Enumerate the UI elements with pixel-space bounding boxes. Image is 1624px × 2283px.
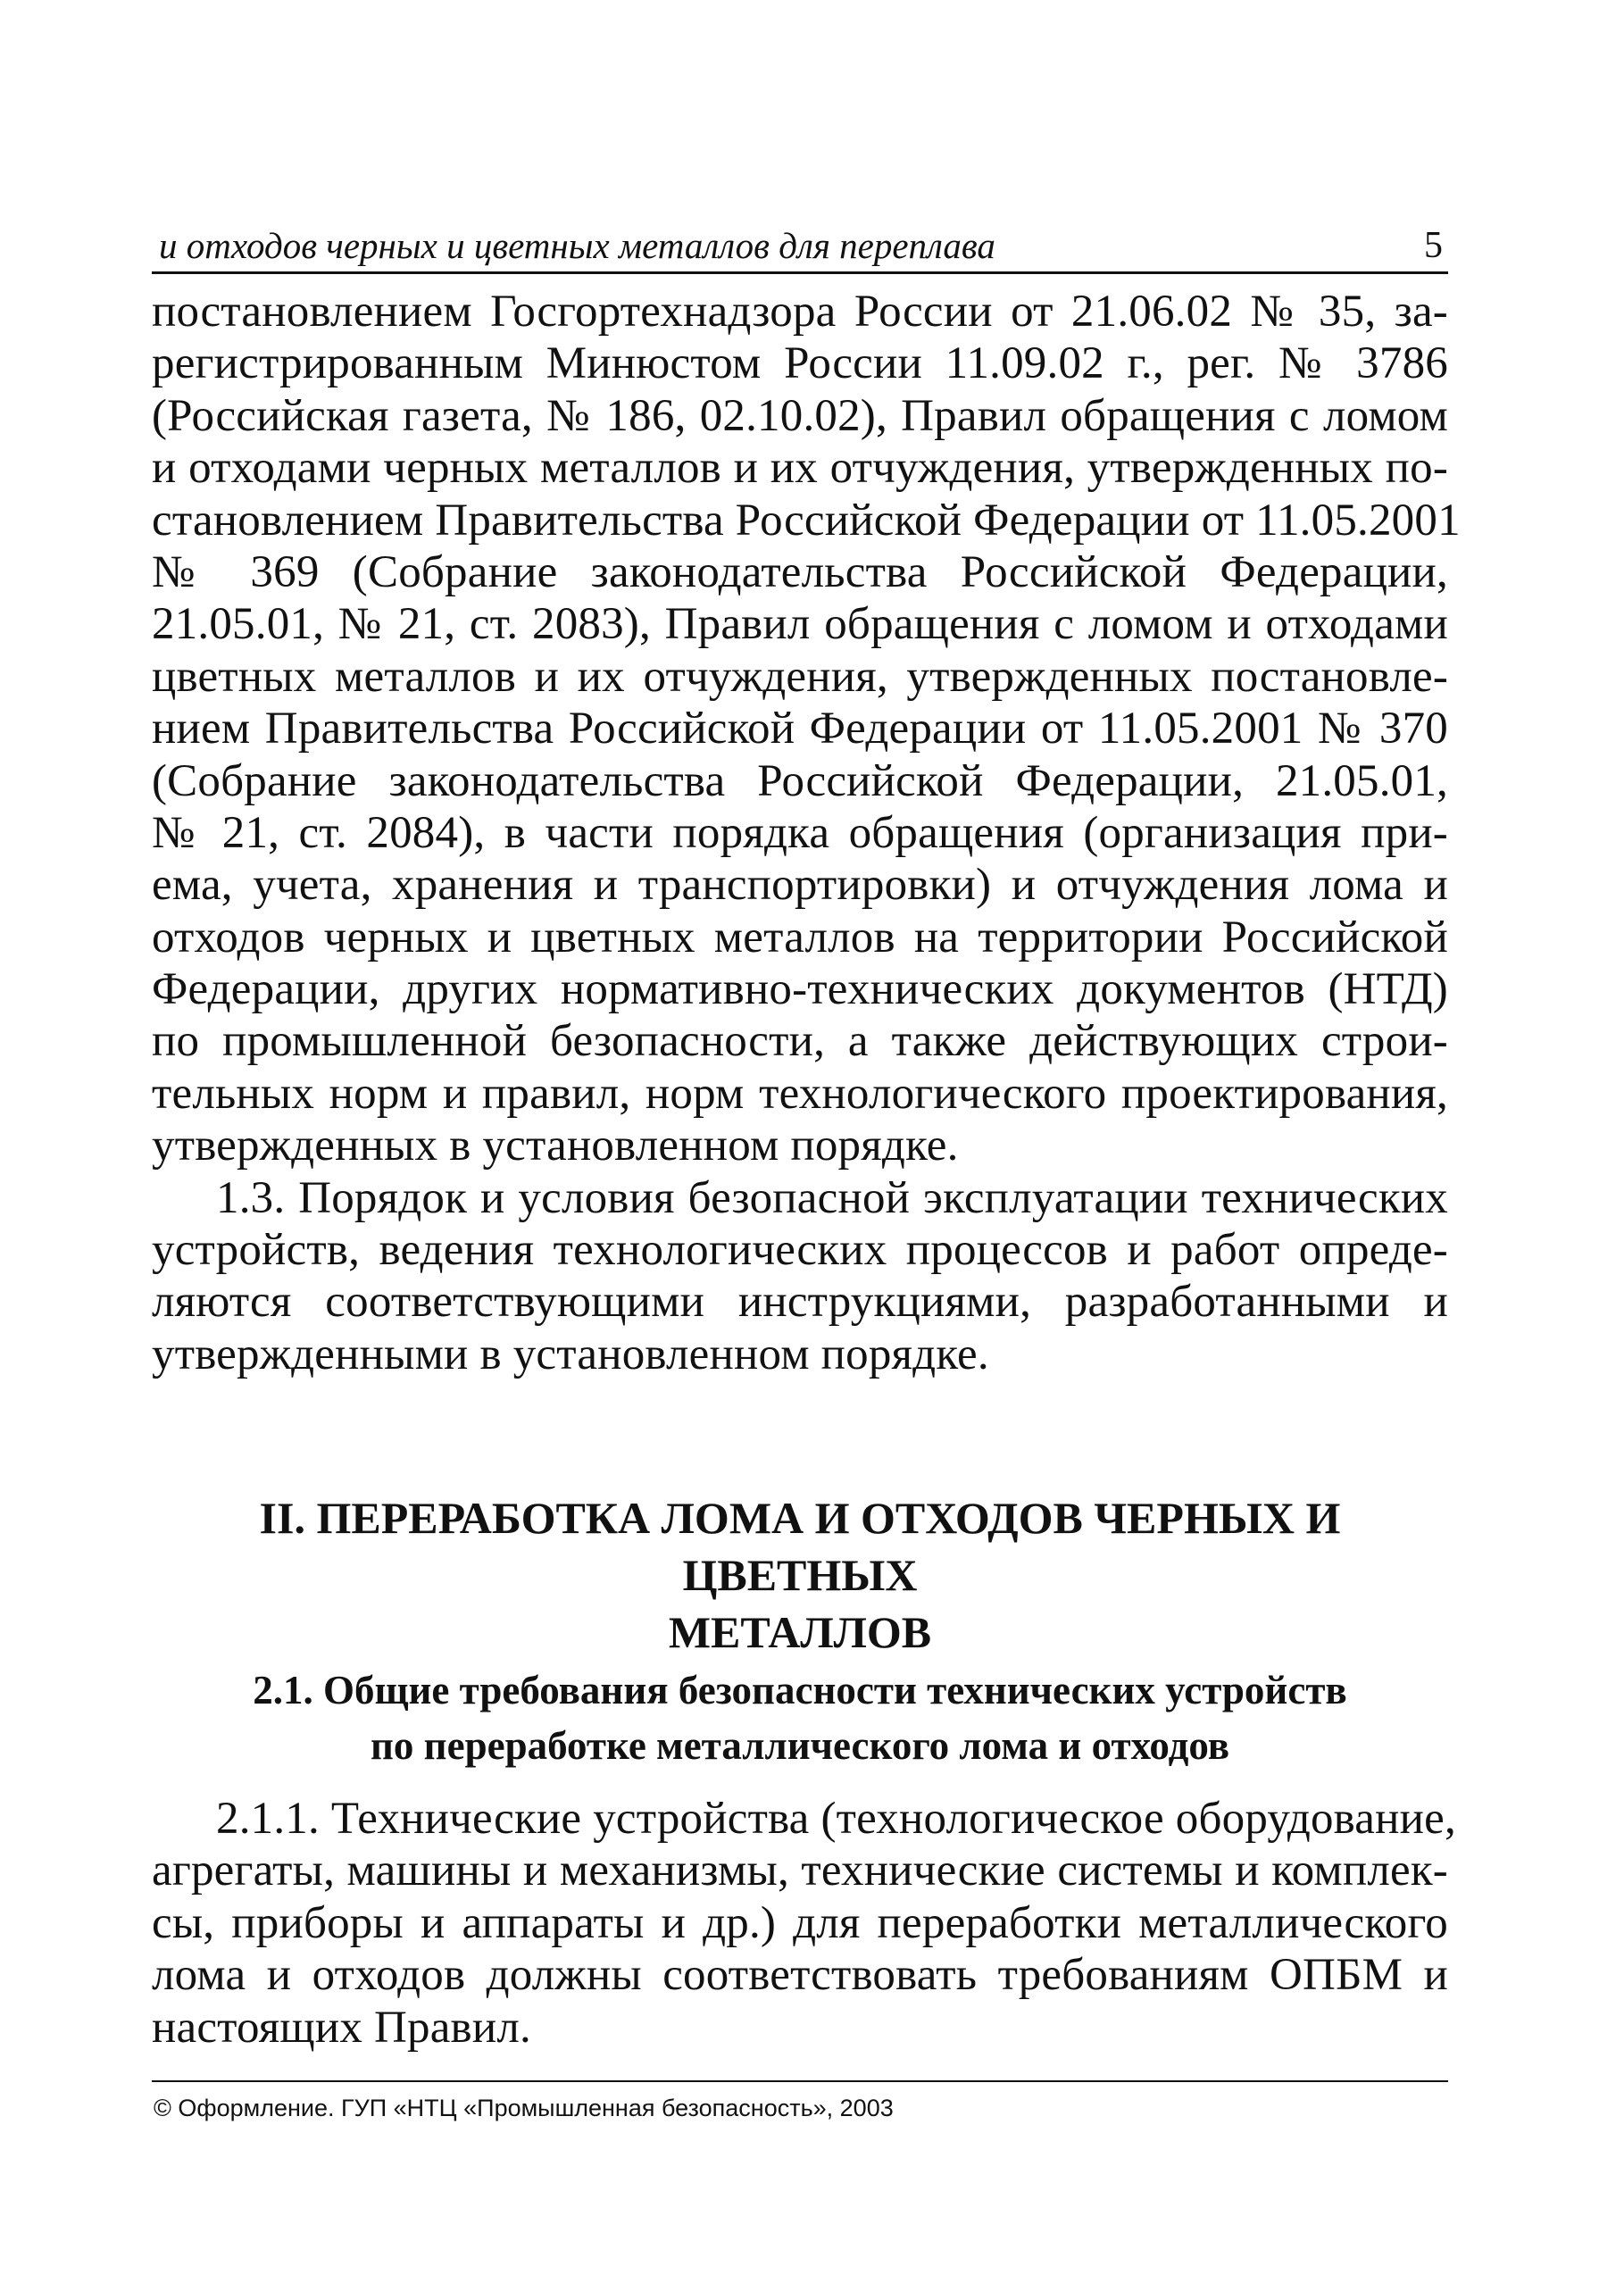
running-header	[152, 221, 1448, 274]
text-line: нием Правительства Российской Федерации от 11.05.2001 № 370	[152, 704, 1448, 754]
section-heading	[152, 1489, 1448, 1661]
section-heading-line: МЕТАЛЛОВ	[668, 1607, 932, 1657]
text-line: цветных металлов и их отчуждения, утвержденных постановле-	[152, 651, 1448, 702]
text-line: утвержденных в установленном порядке.	[152, 1121, 959, 1171]
section-heading-line: II. ПЕРЕРАБОТКА ЛОМА И ОТХОДОВ ЧЕРНЫХ И ЦВЕТНЫХ	[259, 1493, 1341, 1600]
subsection-heading	[152, 1662, 1448, 1773]
text-line: устройств, ведения технологических процессов и работ опреде-	[152, 1225, 1448, 1276]
text-line: регистрированным Минюстом России 11.09.02 г., рег. № 3786	[152, 338, 1448, 389]
text-line: 1.3. Порядок и условия безопасной эксплуатации технических	[216, 1172, 1448, 1223]
text-line: № 21, ст. 2084), в части порядка обращения (организация при-	[152, 807, 1448, 858]
text-line: Федерации, других нормативно-технических документов (НТД)	[152, 964, 1448, 1015]
text-line: тельных норм и правил, норм технологического проектирования,	[152, 1068, 1448, 1119]
text-line: ляются соответствующими инструкциями, разработанными и	[152, 1277, 1448, 1328]
text-line: ема, учета, хранения и транспортировки) и отчуждения лома и	[152, 860, 1448, 911]
page-number: 5	[1424, 225, 1443, 266]
text-line: агрегаты, машины и механизмы, технические системы и комплек-	[152, 1846, 1448, 1896]
text-line: 2.1.1. Технические устройства (технологическое оборудование,	[216, 1794, 1456, 1844]
text-line: сы, приборы и аппараты и др.) для переработки металлического	[152, 1897, 1448, 1948]
text-line: (Российская газета, № 186, 02.10.02), Правил обращения с ломом	[152, 390, 1448, 441]
subsection-heading-line: по переработке металлического лома и отходов	[370, 1723, 1230, 1768]
text-line: по промышленной безопасности, а также действующих строи-	[152, 1016, 1448, 1067]
footer-copyright: © Оформление. ГУП «НТЦ «Промышленная безопасность», 2003	[154, 2095, 894, 2121]
subsection-heading-line: 2.1. Общие требования безопасности технических устройств	[253, 1668, 1347, 1712]
paragraph-continued	[152, 286, 1461, 1380]
paragraph-2-1-1	[152, 1793, 1456, 2054]
text-line: лома и отходов должны соответствовать требованиям ОПБМ и	[152, 1950, 1448, 2001]
text-line: становлением Правительства Российской Федерации от 11.05.2001	[152, 495, 1461, 546]
text-line: (Собрание законодательства Российской Федерации, 21.05.01,	[152, 755, 1448, 806]
running-title: и отходов черных и цветных металлов для переплава	[159, 225, 995, 266]
text-line: № 369 (Собрание законодательства Российской Федерации,	[152, 546, 1448, 597]
text-line: утвержденными в установленном порядке.	[152, 1329, 989, 1379]
text-line: и отходами черных металлов и их отчуждения, утвержденных по-	[152, 443, 1448, 494]
text-line: настоящих Правил.	[152, 2002, 531, 2053]
footer-divider	[152, 2080, 1448, 2082]
text-line: 21.05.01, № 21, ст. 2083), Правил обращения с ломом и отходами	[152, 599, 1448, 650]
text-line: постановлением Госгортехнадзора России от 21.06.02 № 35, за-	[152, 287, 1448, 337]
text-line: отходов черных и цветных металлов на территории Российской	[152, 912, 1448, 962]
